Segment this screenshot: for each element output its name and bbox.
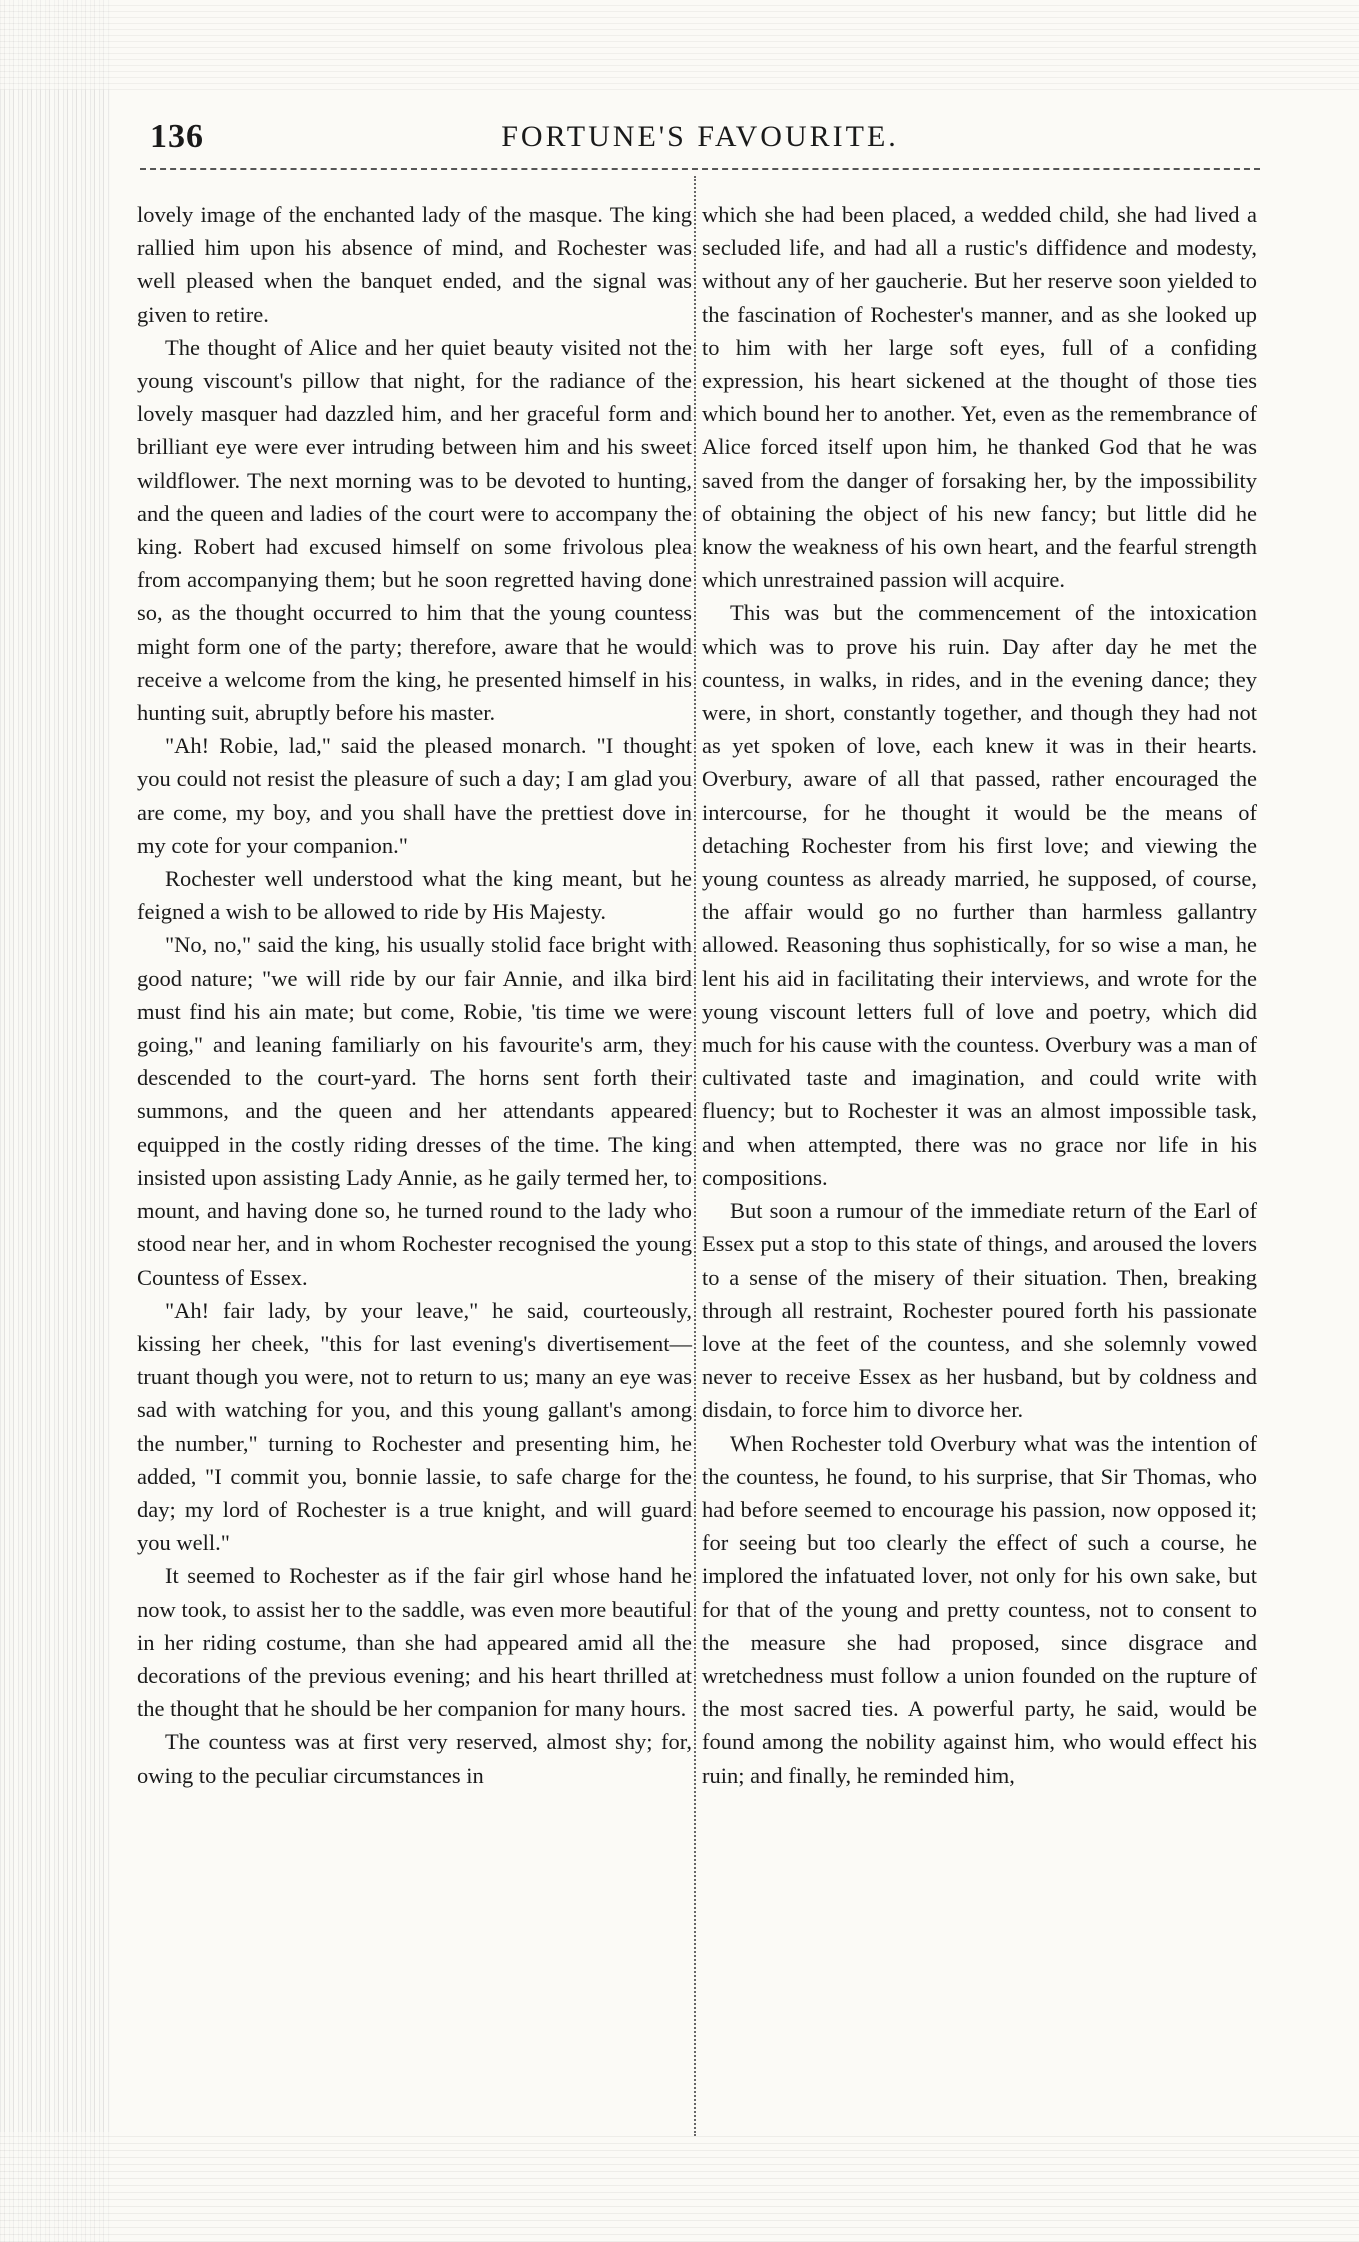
paragraph: Rochester well understood what the king meant, but he feigned a wish to be allowed to ride by His Majesty.	[137, 866, 692, 925]
page-header	[150, 118, 1250, 168]
right-column	[702, 198, 1257, 1792]
paragraph: The thought of Alice and her quiet beauty visited not the young viscount's pillow that night, for the radiance of the lovely masquer had dazzled him, and her graceful form and brilliant eye were ever intruding between him and his sweet wildflower. The next morning was to be devoted to hunting, and the queen and ladies of the court were to accompany the king. Robert had excused himself on some frivolous plea from accompanying them; but he soon regretted having done so, as the thought occurred to him that the young countess might form one of the party; therefore, aware that he would receive a welcome from the king, he presented himself in his hunting suit, abruptly before his master.	[137, 334, 692, 726]
header-rule	[140, 168, 1260, 170]
paragraph: This was but the commencement of the intoxication which was to prove his ruin. Day after day he met the countess, in walks, in rides, and in the evening dance; they were, in short, constantly together, and though they had not as yet spoken of love, each knew it was in their hearts. Overbury, aware of all that passed, rather encouraged the intercourse, for he thought it would be the means of detaching Rochester from his first love; and viewing the young countess as already married, he supposed, of course, the affair would go no further than harmless gallantry allowed. Reasoning thus sophistically, for so wise a man, he lent his aid in facilitating their interviews, and wrote for the young viscount letters full of love and poetry, which did much for his cause with the countess. Overbury was a man of cultivated taste and imagination, and could write with fluency; but to Rochester it was an almost impossible task, and when attempted, there was no grace nor life in his compositions.	[702, 600, 1257, 1190]
scan-edge-left	[0, 0, 110, 2242]
column-divider	[694, 176, 696, 2136]
paragraph: "Ah! Robie, lad," said the pleased monarch. "I thought you could not resist the pleasure of such a day; I am glad you are come, my boy, and you shall have the prettiest dove in my cote for your companion."	[137, 733, 692, 858]
scan-edge-bottom	[0, 2132, 1359, 2242]
scan-edge-top	[0, 0, 1359, 90]
paragraph: "Ah! fair lady, by your leave," he said, courteously, kissing her cheek, "this for last evening's divertisement—truant though you were, not to return to us; many an eye was sad with watching for you, and this young gallant's among the number," turning to Rochester and presenting him, he added, "I commit you, bonnie lassie, to safe charge for the day; my lord of Rochester is a true knight, and will guard you well."	[137, 1297, 692, 1556]
paragraph: When Rochester told Overbury what was the intention of the countess, he found, to his surprise, that Sir Thomas, who had before seemed to encourage his passion, now opposed it; for seeing but too clearly the effect of such a course, he implored the infatuated lover, not only for his own sake, but for that of the young and pretty countess, not to consent to the measure she had proposed, since disgrace and wretchedness must follow a union founded on the rupture of the most sacred ties. A powerful party, he said, would be found among the nobility against him, who would effect his ruin; and finally, he reminded him,	[702, 1430, 1257, 1788]
paragraph: The countess was at first very reserved, almost shy; for, owing to the peculiar circumstances in	[137, 1729, 692, 1788]
running-title: FORTUNE'S FAVOURITE.	[501, 120, 899, 153]
paragraph: It seemed to Rochester as if the fair girl whose hand he now took, to assist her to the saddle, was even more beautiful in her riding costume, than she had appeared amid all the decorations of the previous evening; and his heart thrilled at the thought that he should be her companion for many hours.	[137, 1563, 692, 1722]
left-column	[137, 198, 692, 1792]
paragraph: lovely image of the enchanted lady of the masque. The king rallied him upon his absence of mind, and Rochester was well pleased when the banquet ended, and the signal was given to retire.	[137, 202, 692, 327]
paragraph: "No, no," said the king, his usually stolid face bright with good nature; "we will ride by our fair Annie, and ilka bird must find his ain mate; but come, Robie, 'tis time we were going," and leaning familiarly on his favourite's arm, they descended to the court-yard. The horns sent forth their summons, and the queen and her attendants appeared equipped in the costly riding dresses of the time. The king insisted upon assisting Lady Annie, as he gaily termed her, to mount, and having done so, he turned round to the lady who stood near her, and in whom Rochester recognised the young Countess of Essex.	[137, 932, 692, 1290]
page-number: 136	[150, 118, 204, 155]
paragraph: But soon a rumour of the immediate return of the Earl of Essex put a stop to this state of things, and aroused the lovers to a sense of the misery of their situation. Then, breaking through all restraint, Rochester poured forth his passionate love at the feet of the countess, and she solemnly vowed never to receive Essex as her husband, but by coldness and disdain, to force him to divorce her.	[702, 1198, 1257, 1423]
paragraph: which she had been placed, a wedded child, she had lived a secluded life, and had all a rustic's diffidence and modesty, without any of her gaucherie. But her reserve soon yielded to the fascination of Rochester's manner, and as she looked up to him with her large soft eyes, full of a confiding expression, his heart sickened at the thought of those ties which bound her to another. Yet, even as the remembrance of Alice forced itself upon him, he thanked God that he was saved from the danger of forsaking her, by the impossibility of obtaining the object of his new fancy; but little did he know the weakness of his own heart, and the fearful strength which unrestrained passion will acquire.	[702, 202, 1257, 593]
